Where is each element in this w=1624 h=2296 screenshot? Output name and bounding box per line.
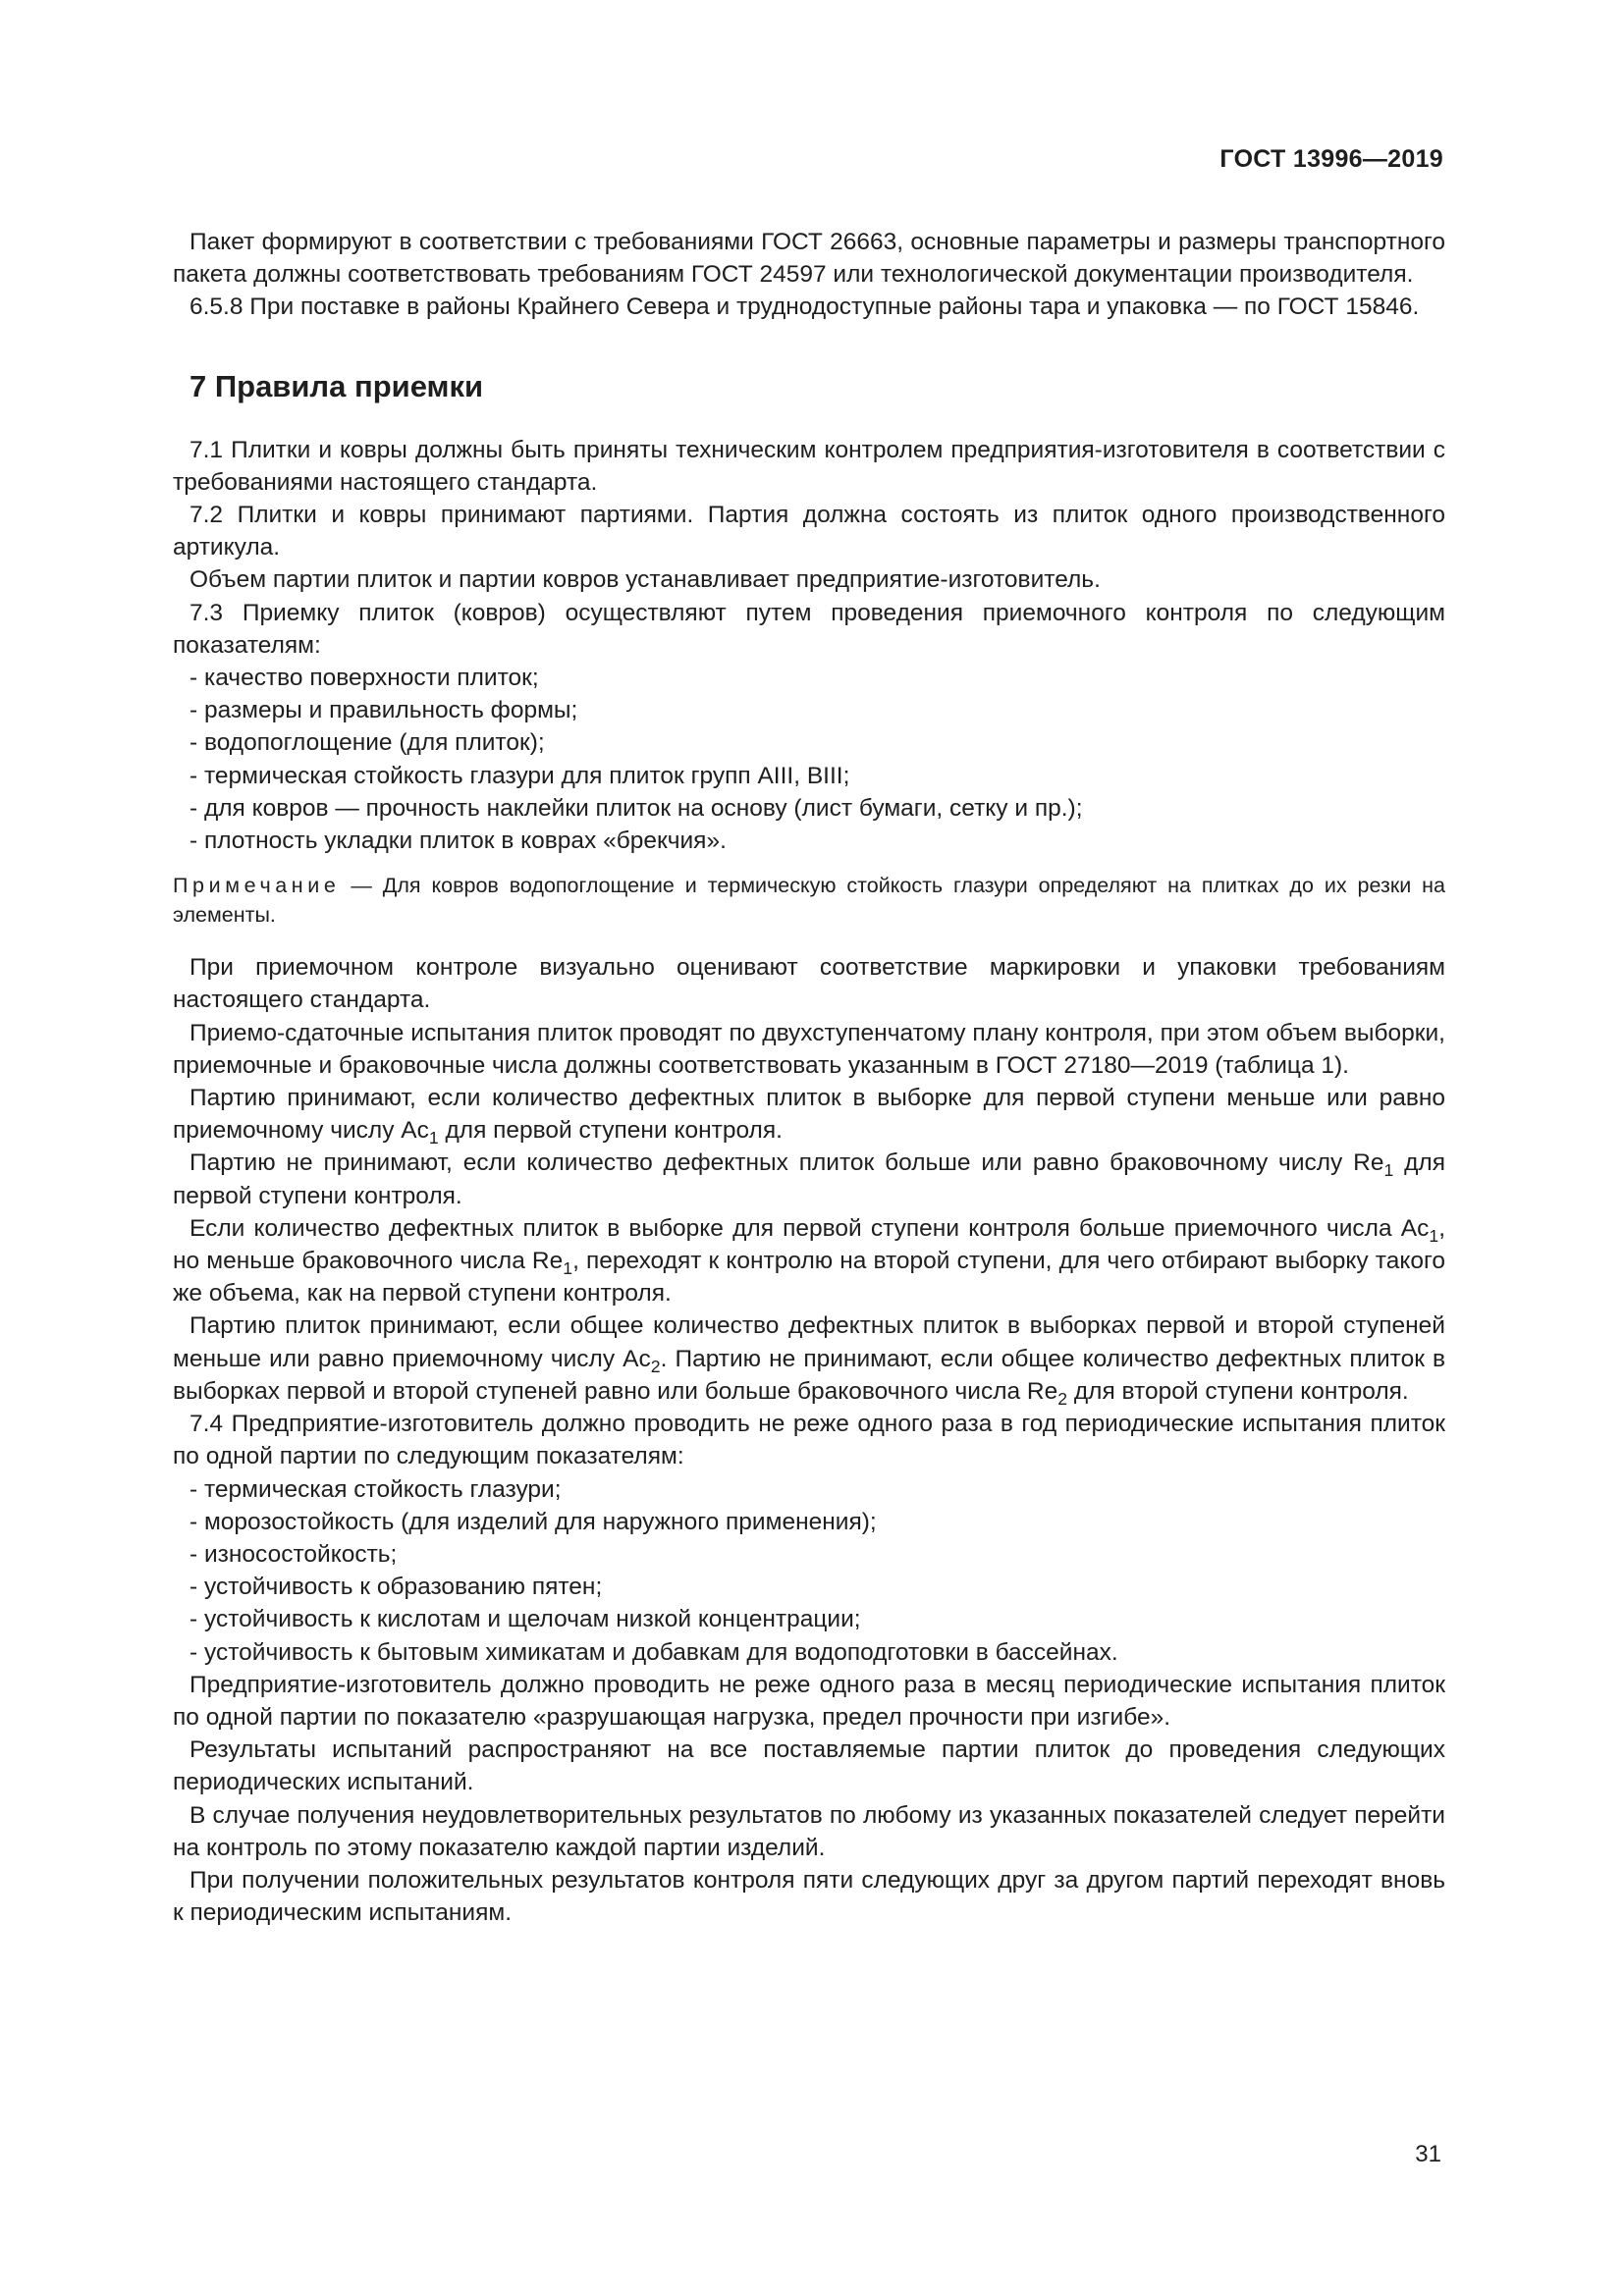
paragraph-unsatisfactory: В случае получения неудовлетворительных результатов по любому из указанных показателей следует перейти на контроль по этому показателю каждой партии изделий. [173, 1801, 1445, 1861]
paragraph-volume: Объем партии плиток и партии ковров устанавливает предприятие-изготовитель. [189, 566, 1101, 594]
paragraph-7-2: 7.2 Плитки и ковры принимают партиями. Партия должна состоять из плиток одного производственного артикула. [173, 502, 1445, 561]
subscript: 1 [563, 1258, 573, 1279]
text-part: Партию принимают, если количество дефектных плиток в выборке для первой ступени меньше или равно приемочному числу Ac [173, 1085, 1445, 1145]
paragraph-package: Пакет формируют в соответствии с требованиями ГОСТ 26663, основные параметры и размеры транспортного пакета должны соответствовать требованиям ГОСТ 24597 или технологической документации производителя. [173, 229, 1445, 289]
paragraph-reject-stage1 [173, 1147, 1445, 1211]
paragraph-7-4: 7.4 Предприятие-изготовитель должно проводить не реже одного раза в год периодические испытания плиток по одной партии по следующим показателям: [173, 1411, 1445, 1470]
paragraph-visual-check: При приемочном контроле визуально оценивают соответствие маркировки и упаковки требованиям настоящего стандарта. [173, 954, 1445, 1014]
text-part: для первой ступени контроля. [438, 1117, 783, 1145]
section-title: 7 Правила приемки [189, 368, 484, 403]
paragraph-accept-stage1 [173, 1082, 1445, 1147]
list-item: - плотность укладки плиток в коврах «брекчия». [189, 828, 727, 855]
paragraph-7-3: 7.3 Приемку плиток (ковров) осуществляют путем проведения приемочного контроля по следующим показателям: [173, 599, 1445, 659]
text-part: Партию плиток принимают, если общее количество дефектных плиток в выборках первой и второй ступеней меньше или равно приемочному числу Ac [173, 1312, 1445, 1372]
list-item: - термическая стойкость глазури для плиток групп AIII, BIII; [189, 762, 850, 789]
list-item: - размеры и правильность формы; [189, 697, 578, 724]
subscript: 2 [650, 1356, 661, 1376]
paragraph-6-5-8: 6.5.8 При поставке в районы Крайнего Севера и труднодоступные районы тара и упаковка — по ГОСТ 15846. [189, 294, 1420, 321]
paragraph-7-1: 7.1 Плитки и ковры должны быть приняты техническим контролем предприятия-изготовителя в соответствии с требованиями настоящего стандарта. [173, 436, 1445, 496]
document-header: ГОСТ 13996—2019 [1219, 145, 1443, 173]
text-part: для второй ступени контроля. [1067, 1377, 1409, 1405]
list-item: - устойчивость к кислотам и щелочам низкой концентрации; [189, 1606, 861, 1633]
paragraph-monthly-tests: Предприятие-изготовитель должно проводить не реже одного раза в месяц периодические испытания плиток по одной партии по показателю «разрушающая нагрузка, предел прочности при изгибе». [173, 1671, 1445, 1731]
subscript: 1 [1429, 1226, 1439, 1247]
note-text: — Для ковров водопоглощение и термическую стойкость глазури определяют на плитках до их резки на элементы. [173, 874, 1445, 928]
note [173, 871, 1445, 930]
list-item: - износостойкость; [189, 1540, 398, 1568]
subscript: 1 [428, 1128, 439, 1148]
paragraph-second-stage [173, 1212, 1445, 1310]
note-label: Примечание [173, 874, 341, 898]
document-body [173, 226, 1445, 1929]
list-7-3 [173, 662, 1445, 857]
list-item: - качество поверхности плиток; [189, 665, 539, 692]
subscript: 1 [1383, 1160, 1394, 1181]
text-part: Если количество дефектных плиток в выборке для первой ступени контроля больше приемочного числа Ac [189, 1214, 1430, 1242]
paragraph-acceptance-tests: Приемо-сдаточные испытания плиток проводят по двухступенчатому плану контроля, при этом объем выборки, приемочные и браковочные числа должны соответствовать указанным в ГОСТ 27180—2019 (таблица 1). [173, 1019, 1445, 1079]
list-item: - устойчивость к образованию пятен; [189, 1574, 603, 1601]
list-item: - для ковров — прочность наклейки плиток на основу (лист бумаги, сетку и пр.); [189, 794, 1083, 822]
list-item: - термическая стойкость глазури; [189, 1475, 562, 1503]
text-part: , переходят к контролю на второй ступени, для чего отбирают выборку такого же объема, как на первой ступени контроля. [173, 1248, 1445, 1308]
text-part: , но меньше браковочного числа Re [173, 1214, 1445, 1275]
list-7-4 [173, 1473, 1445, 1669]
list-item: - устойчивость к бытовым химикатам и добавкам для водоподготовки в бассейнах. [189, 1638, 1118, 1666]
paragraph-results: Результаты испытаний распространяют на все поставляемые партии плиток до проведения следующих периодических испытаний. [173, 1736, 1445, 1796]
list-item: - морозостойкость (для изделий для наружного применения); [189, 1508, 877, 1535]
paragraph-positive: При получении положительных результатов контроля пяти следующих друг за другом партий переходят вновь к периодическим испытаниям. [173, 1866, 1445, 1927]
paragraph-accept-stage2 [173, 1309, 1445, 1408]
text-part: . Партию не принимают, если общее количество дефектных плиток в выборках первой и второй ступеней равно или больше браковочного числа Re [173, 1345, 1446, 1405]
text-part: Партию не принимают, если количество дефектных плиток больше или равно браковочному числу Re [189, 1149, 1384, 1177]
text-part: для первой ступени контроля. [173, 1149, 1445, 1209]
page-number: 31 [1415, 2141, 1441, 2167]
list-item: - водопоглощение (для плиток); [189, 729, 545, 757]
subscript: 2 [1057, 1389, 1068, 1410]
